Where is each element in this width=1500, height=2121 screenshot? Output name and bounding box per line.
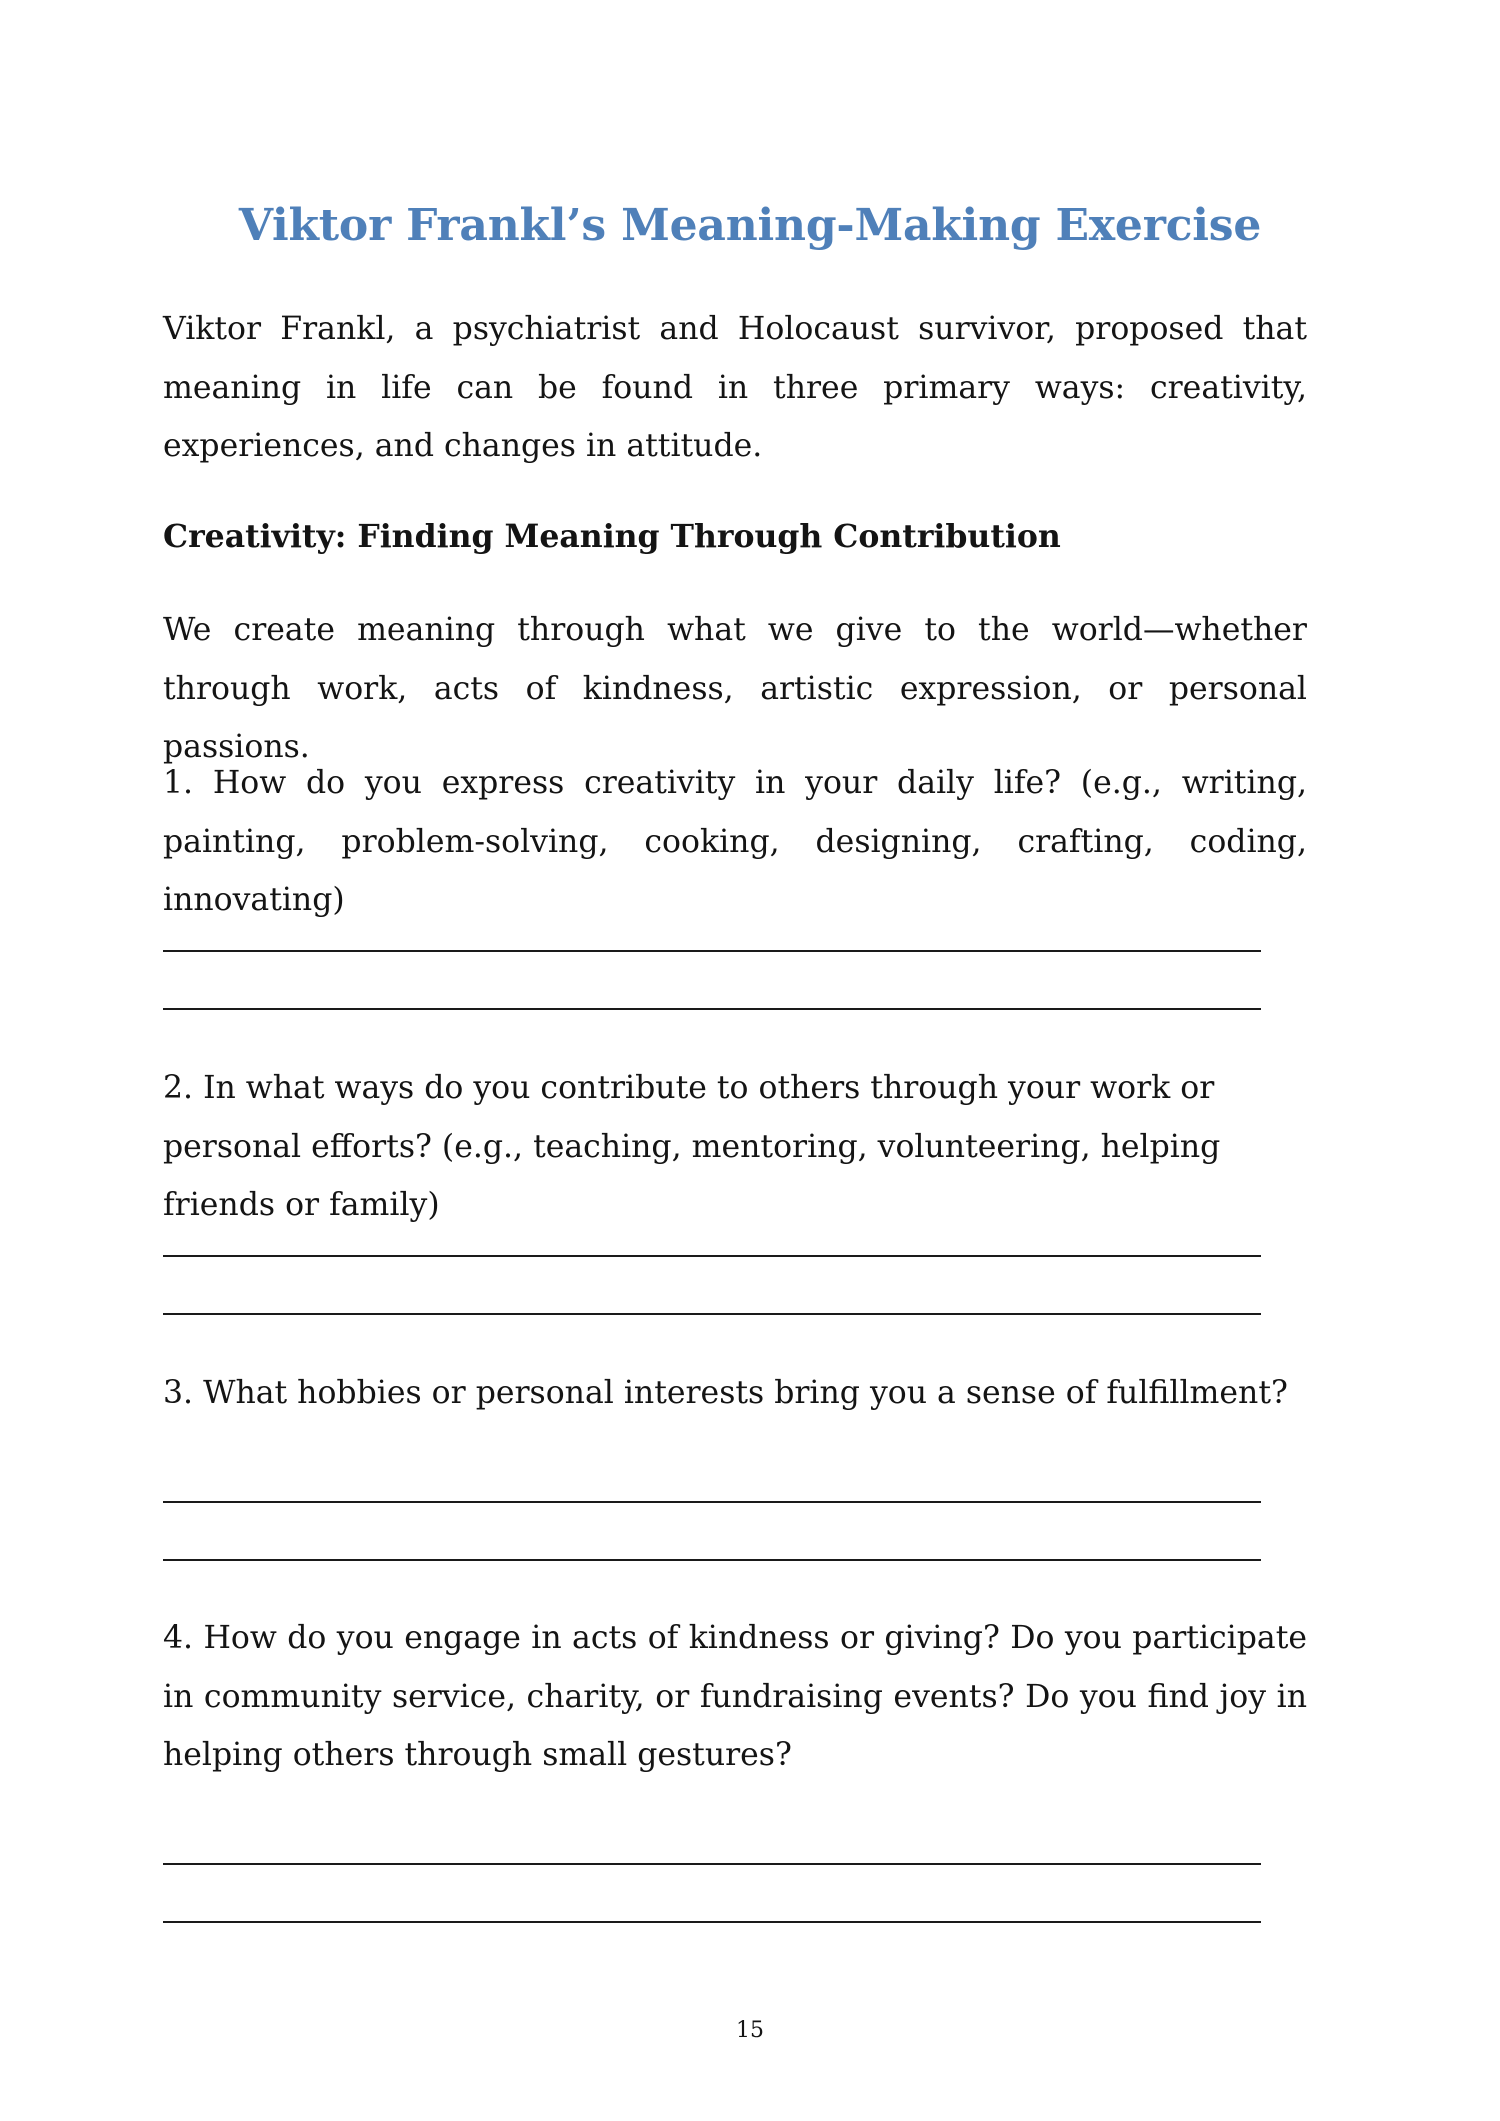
question-4: 4. How do you engage in acts of kindness or giving? Do you participate in community service, charity, or fundraising events? Do you find joy in helping others through small gestures?: [163, 1620, 1307, 1773]
question-2: 2. In what ways do you contribute to others through your work or personal efforts? (e.g., teaching, mentoring, volunteering, helping friends or family): [163, 1070, 1221, 1223]
answer-line-q2-2[interactable]: [163, 1313, 1261, 1315]
question-1: 1. How do you express creativity in your daily life? (e.g., writing, painting, problem-solving, cooking, designing, crafting, coding, innovating): [163, 765, 1307, 918]
answer-line-q4-2[interactable]: [163, 1921, 1261, 1923]
page-title: Viktor Frankl’s Meaning-Making Exercise: [238, 200, 1262, 251]
intro-paragraph: Viktor Frankl, a psychiatrist and Holocaust survivor, proposed that meaning in life can be found in three primary ways: creativity, experiences, and changes in attitude.: [163, 311, 1307, 464]
answer-line-q1-1[interactable]: [163, 950, 1261, 952]
answer-line-q2-1[interactable]: [163, 1255, 1261, 1257]
answer-line-q1-2[interactable]: [163, 1008, 1261, 1010]
answer-line-q3-2[interactable]: [163, 1559, 1261, 1561]
question-3: 3. What hobbies or personal interests bring you a sense of fulfillment?: [163, 1375, 1288, 1411]
answer-line-q4-1[interactable]: [163, 1863, 1261, 1865]
section-description: We create meaning through what we give to the world—whether through work, acts of kindness, artistic expression, or personal passions.: [163, 612, 1307, 765]
page-number: 15: [736, 2018, 764, 2043]
section-heading: Creativity: Finding Meaning Through Contribution: [163, 518, 1061, 555]
answer-line-q3-1[interactable]: [163, 1501, 1261, 1503]
